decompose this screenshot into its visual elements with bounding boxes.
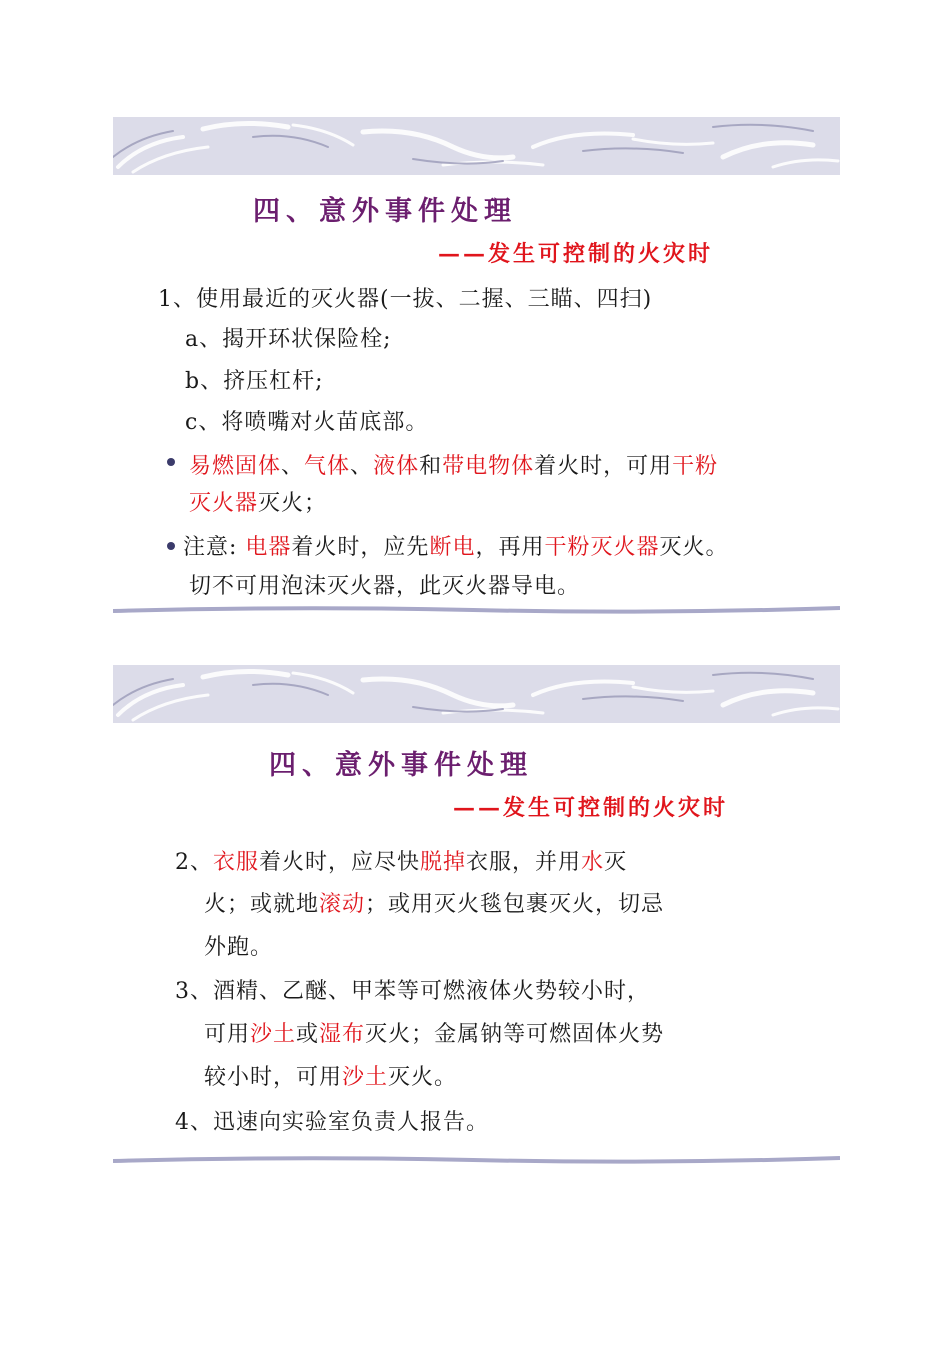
list-item-2-line-2 <box>204 887 664 918</box>
text: ，再用 <box>475 535 545 560</box>
text: 火；或就地 <box>204 892 320 917</box>
text: 2、 <box>175 850 213 875</box>
text: 着火时，可用 <box>534 454 673 479</box>
decorative-banner <box>113 117 840 175</box>
slide-1 <box>113 117 840 620</box>
highlight-text: 带电物体 <box>442 454 535 479</box>
text: 灭火； <box>258 491 328 516</box>
list-item-4: 4、迅速向实验室负责人报告。 <box>175 1110 489 1135</box>
text: 灭火。 <box>388 1065 458 1090</box>
bullet-icon <box>167 542 175 550</box>
highlight-text: 干粉 <box>672 454 719 479</box>
text: 灭火。 <box>659 535 729 560</box>
text: 灭 <box>604 850 628 875</box>
highlight-text: 断电 <box>429 535 476 560</box>
text: 着火时，应先 <box>291 535 430 560</box>
highlight-text: 滚动 <box>319 892 366 917</box>
highlight-text: 衣服 <box>213 850 260 875</box>
bullet-2-line-2: 切不可用泡沫灭火器，此灭火器导电。 <box>189 574 581 599</box>
highlight-text: 易燃固体 <box>189 454 282 479</box>
highlight-text: 灭火器 <box>189 491 259 516</box>
list-item-2-line-3: 外跑。 <box>204 935 274 960</box>
text: 灭火；金属钠等可燃固体火势 <box>365 1022 665 1047</box>
slide-title: 四、意外事件处理 <box>269 750 533 781</box>
wave-pattern-icon <box>113 665 840 723</box>
decorative-banner <box>113 665 840 723</box>
bullet-1-line-1 <box>189 449 718 480</box>
text: 较小时，可用 <box>204 1065 343 1090</box>
bottom-divider <box>113 605 840 615</box>
text: 着火时，应尽快 <box>259 850 421 875</box>
sub-item-b: b、挤压杠杆; <box>185 369 324 394</box>
highlight-text: 沙土 <box>342 1065 389 1090</box>
bullet-icon <box>167 458 175 466</box>
text: 和 <box>419 454 443 479</box>
highlight-text: 液体 <box>373 454 420 479</box>
highlight-text: 电器 <box>245 535 292 560</box>
text: 注意: <box>183 535 246 560</box>
bullet-2-line-1 <box>183 530 729 561</box>
text: ；或用灭火毯包裹灭火，切忌 <box>365 892 665 917</box>
list-item-3-line-3 <box>204 1060 457 1091</box>
sub-item-a: a、揭开环状保险栓; <box>185 327 392 352</box>
highlight-text: 干粉灭火器 <box>544 535 660 560</box>
text: 或 <box>296 1022 320 1047</box>
highlight-text: 沙土 <box>250 1022 297 1047</box>
text: 衣服，并用 <box>466 850 582 875</box>
highlight-text: 湿布 <box>319 1022 366 1047</box>
slide-subtitle: ——发生可控制的火灾时 <box>453 795 729 821</box>
list-item-3-line-2 <box>204 1017 664 1048</box>
bullet-1-line-2 <box>189 486 327 517</box>
sub-item-c: c、将喷嘴对火苗底部。 <box>185 410 429 435</box>
highlight-text: 水 <box>581 850 605 875</box>
bottom-divider <box>113 1155 840 1165</box>
text: 、 <box>281 454 305 479</box>
wave-pattern-icon <box>113 117 840 175</box>
list-item-1: 1、使用最近的灭火器(一拔、二握、三瞄、四扫) <box>158 287 653 312</box>
text: 、 <box>350 454 374 479</box>
slide-title: 四、意外事件处理 <box>253 196 517 227</box>
highlight-text: 气体 <box>304 454 351 479</box>
slide-2 <box>113 665 840 1170</box>
text: 可用 <box>204 1022 251 1047</box>
list-item-3-line-1: 3、酒精、乙醚、甲苯等可燃液体火势较小时， <box>175 979 650 1004</box>
list-item-2-line-1 <box>175 845 627 876</box>
highlight-text: 脱掉 <box>420 850 467 875</box>
slide-subtitle: ——发生可控制的火灾时 <box>438 241 714 267</box>
